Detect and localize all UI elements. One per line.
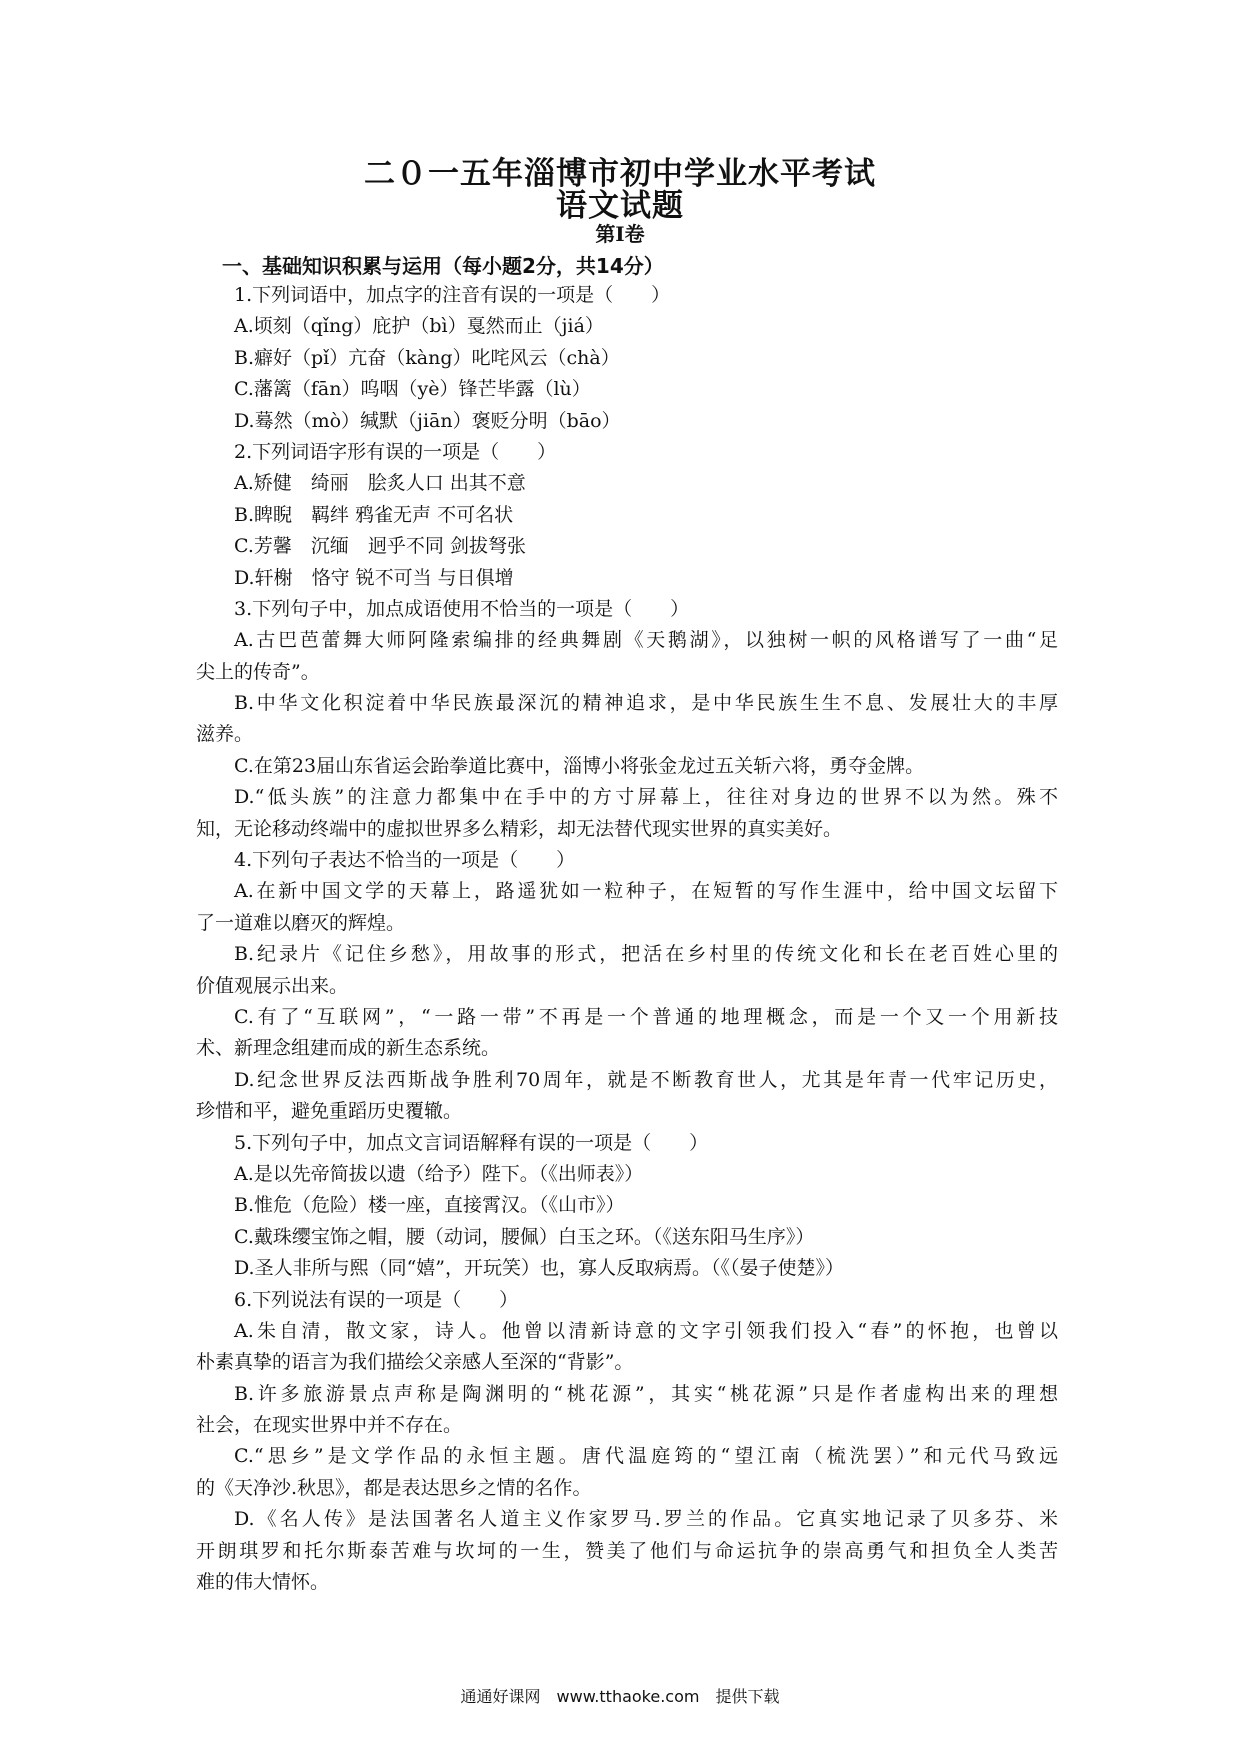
text-line: C.在第23届山东省运会跆拳道比赛中，淄博小将张金龙过五关斩六将，勇夺金牌。 [234, 754, 925, 777]
text-line: D.蓦然（mò）缄默（jiān）褒贬分明（bāo） [234, 409, 621, 432]
text-line: C.藩篱（fān）呜咽（yè）锋芒毕露（lù） [234, 378, 591, 401]
text-line: C.“思乡”是文学作品的永恒主题。唐代温庭筠的“望江南（梳洗罢）”和元代马致远 [234, 1445, 1058, 1468]
text-line: B.许多旅游景点声称是陶渊明的“桃花源”，其实“桃花源”只是作者虚构出来的理想 [234, 1382, 1058, 1405]
text-line: 开朗琪罗和托尔斯泰苦难与坎坷的一生，赞美了他们与命运抗争的崇高勇气和担负全人类苦 [196, 1539, 1058, 1562]
text-line: D.《名人传》是法国著名人道主义作家罗马.罗兰的作品。它真实地记录了贝多芬、米 [234, 1508, 1058, 1531]
exam-title: 二０一五年淄博市初中学业水平考试 [364, 156, 876, 192]
text-line: 术、新理念组建而成的新生态系统。 [196, 1037, 501, 1060]
text-line: D.“低头族”的注意力都集中在手中的方寸屏幕上，往往对身边的世界不以为然。殊不 [234, 786, 1058, 809]
text-line: B.癖好（pǐ）亢奋（kàng）叱咤风云（chà） [234, 346, 620, 369]
text-line: B.惟危（危险）楼一座，直接霄汉。（《山市》） [234, 1194, 625, 1217]
section-heading: 一、基础知识积累与运用（每小题2分，共14分） [222, 254, 664, 278]
text-line: C.有了“互联网”，“一路一带”不再是一个普通的地理概念，而是一个又一个用新技 [234, 1005, 1058, 1028]
text-line: 尖上的传奇”。 [196, 660, 320, 683]
text-line: 滋养。 [196, 723, 254, 746]
text-line: 5.下列句子中，加点文言词语解释有误的一项是（ ） [234, 1131, 709, 1154]
text-line: 3.下列句子中，加点成语使用不恰当的一项是（ ） [234, 597, 690, 620]
text-line: A.古巴芭蕾舞大师阿隆索编排的经典舞剧《天鹅湖》，以独树一帜的风格谱写了一曲“足 [234, 629, 1058, 652]
text-line: 4.下列句子表达不恰当的一项是（ ） [234, 849, 576, 872]
footer-credit: 通通好课网 www.tthaoke.com 提供下载 [460, 1687, 780, 1706]
text-line: A.在新中国文学的天幕上，路遥犹如一粒种子，在短暂的写作生涯中，给中国文坛留下 [234, 880, 1058, 903]
text-line: A.是以先帝简拔以遗（给予）陛下。（《出师表》） [234, 1162, 644, 1185]
text-line: C.戴珠缨宝饰之帽，腰（动词，腰佩）白玉之环。（《送东阳马生序》） [234, 1225, 815, 1248]
text-line: A.朱自清，散文家，诗人。他曾以清新诗意的文字引领我们投入“春”的怀抱，也曾以 [234, 1319, 1058, 1342]
text-line: 的《天净沙.秋思》，都是表达思乡之情的名作。 [196, 1476, 592, 1499]
text-line: D.轩榭 恪守 锐不可当 与日俱增 [234, 566, 514, 589]
text-line: 1.下列词语中，加点字的注音有误的一项是（ ） [234, 284, 671, 306]
text-line: 价值观展示出来。 [196, 974, 349, 997]
text-line: D.纪念世界反法西斯战争胜利70周年，就是不断教育世人，尤其是年青一代牢记历史， [234, 1068, 1058, 1091]
text-line: 朴素真挚的语言为我们描绘父亲感人至深的“背影”。 [196, 1351, 634, 1374]
text-line: B.纪录片《记住乡愁》，用故事的形式，把活在乡村里的传统文化和长在老百姓心里的 [234, 943, 1058, 966]
text-line: 6.下列说法有误的一项是（ ） [234, 1288, 519, 1311]
text-line: 2.下列词语字形有误的一项是（ ） [234, 440, 557, 463]
text-line: C.芳馨 沉缅 迥乎不同 剑拔弩张 [234, 535, 526, 558]
text-line: B.中华文化积淀着中华民族最深沉的精神追求，是中华民族生生不息、发展壮大的丰厚 [234, 692, 1058, 715]
text-line: 难的伟大情怀。 [196, 1571, 330, 1594]
text-line: D.圣人非所与熙（同“嬉”，开玩笑）也，寡人反取病焉。（《（晏子使楚》） [234, 1257, 845, 1280]
volume-heading: 第Ⅰ卷 [595, 222, 645, 246]
text-line: 知，无论移动终端中的虚拟世界多么精彩，却无法替代现实世界的真实美好。 [196, 817, 843, 840]
text-line: B.睥睨 羁绊 鸦雀无声 不可名状 [234, 503, 514, 526]
text-line: A.顷刻（qǐng）庇护（bì）戛然而止（jiá） [234, 315, 604, 338]
question-body [196, 280, 1058, 1598]
exam-subtitle: 语文试题 [556, 188, 684, 224]
text-line: 社会，在现实世界中并不存在。 [196, 1414, 463, 1437]
text-line: A.矫健 绮丽 脍炙人口 出其不意 [234, 472, 526, 495]
text-line: 珍惜和平，避免重蹈历史覆辙。 [196, 1100, 463, 1123]
text-line: 了一道难以磨灭的辉煌。 [196, 911, 406, 934]
